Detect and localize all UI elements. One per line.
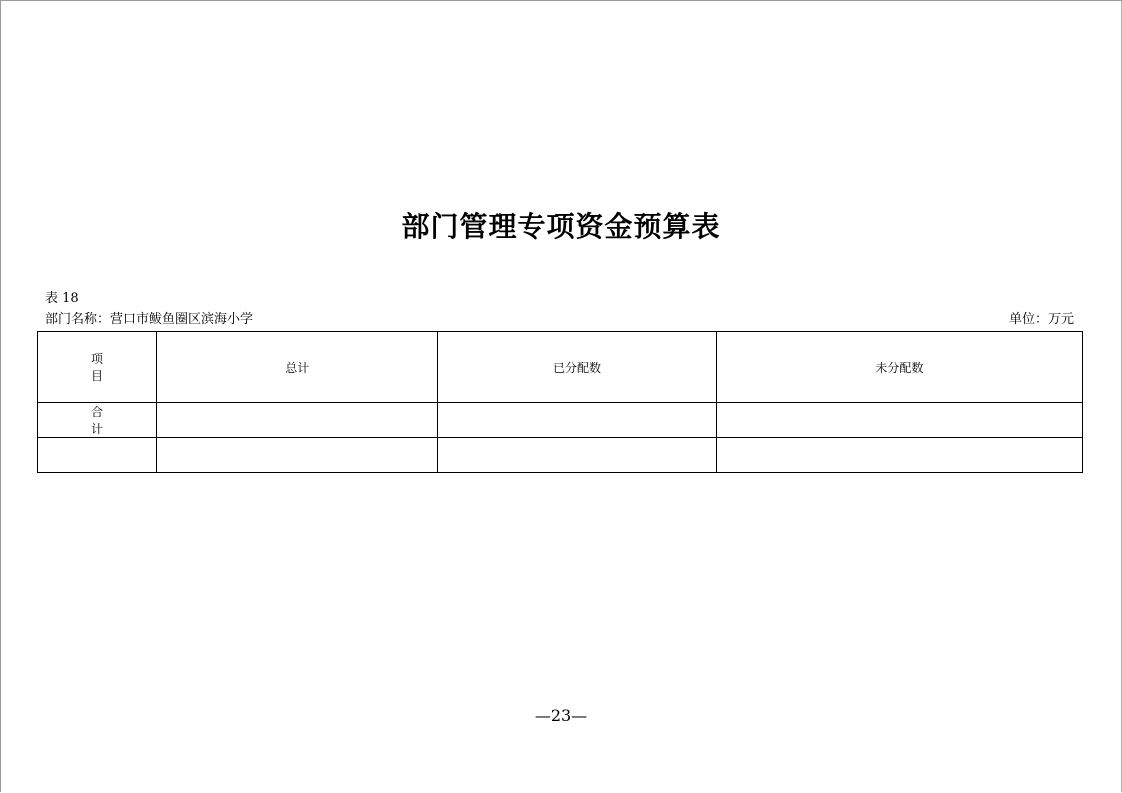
header-total: 总计: [157, 332, 438, 403]
table-number: 表 18: [45, 291, 79, 306]
table-row: [38, 438, 1083, 473]
table-cell: [157, 438, 438, 473]
table-cell: [157, 403, 438, 438]
unit-label: 单位：万元: [1008, 312, 1074, 327]
table-cell: 合计: [38, 403, 157, 438]
budget-table: [37, 331, 1083, 473]
table-cell: [38, 438, 157, 473]
header-item: 项目: [38, 332, 157, 403]
table-cell: [438, 438, 716, 473]
table-cell: [716, 403, 1082, 438]
table-cell: [716, 438, 1082, 473]
header-allocated: 已分配数: [438, 332, 716, 403]
page-number: —23—: [534, 706, 588, 725]
table-row: [38, 403, 1083, 438]
table-cell: [438, 403, 716, 438]
department-name: 部门名称：营口市鲅鱼圈区滨海小学: [45, 312, 254, 327]
page-title: 部门管理专项资金预算表: [401, 210, 721, 243]
table-header-row: [38, 332, 1083, 403]
header-unallocated: 未分配数: [716, 332, 1082, 403]
